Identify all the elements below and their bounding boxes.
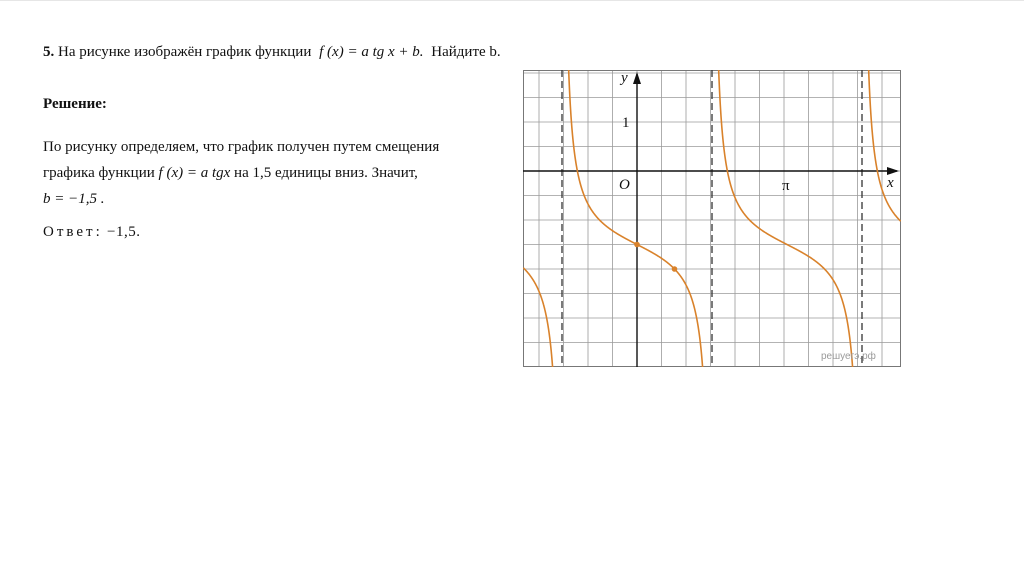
answer bbox=[43, 224, 140, 241]
marked-point bbox=[634, 242, 640, 248]
solution-line-1: По рисунку определяем, что график получен путем смещения bbox=[43, 139, 440, 155]
tick-label-pi: π bbox=[782, 178, 790, 194]
solution-line-3: b = −1,5 . bbox=[43, 191, 105, 207]
solution-text bbox=[43, 134, 439, 212]
x-axis-label: x bbox=[887, 175, 894, 191]
answer-label: Ответ: bbox=[43, 224, 103, 240]
function-curve bbox=[867, 70, 900, 221]
solution-line-2 bbox=[43, 160, 439, 186]
task-formula: f (x) = a tg x + b. bbox=[319, 44, 424, 60]
x-axis-arrow bbox=[887, 167, 899, 175]
origin-label: O bbox=[619, 177, 630, 193]
solution-formula: f (x) = a tgx bbox=[158, 165, 231, 181]
function-graph bbox=[523, 70, 901, 367]
task-number: 5. bbox=[43, 44, 55, 60]
task-question: Найдите b. bbox=[431, 44, 501, 60]
y-axis-label: y bbox=[621, 70, 628, 86]
function-curve bbox=[717, 70, 855, 367]
answer-value: −1,5. bbox=[107, 224, 141, 240]
task-statement bbox=[43, 44, 501, 61]
solution-title: Решение: bbox=[43, 96, 107, 112]
watermark: решуегэ.рф bbox=[821, 351, 876, 362]
tick-label-1: 1 bbox=[622, 115, 630, 131]
solution-line-2-b: на 1,5 единицы вниз. Значит, bbox=[234, 165, 418, 181]
solution-line-2-a: графика функции bbox=[43, 165, 155, 181]
graph-canvas bbox=[523, 70, 901, 367]
task-text: На рисунке изображён график функции bbox=[58, 44, 312, 60]
y-axis-arrow bbox=[633, 72, 641, 84]
marked-point bbox=[672, 266, 678, 272]
